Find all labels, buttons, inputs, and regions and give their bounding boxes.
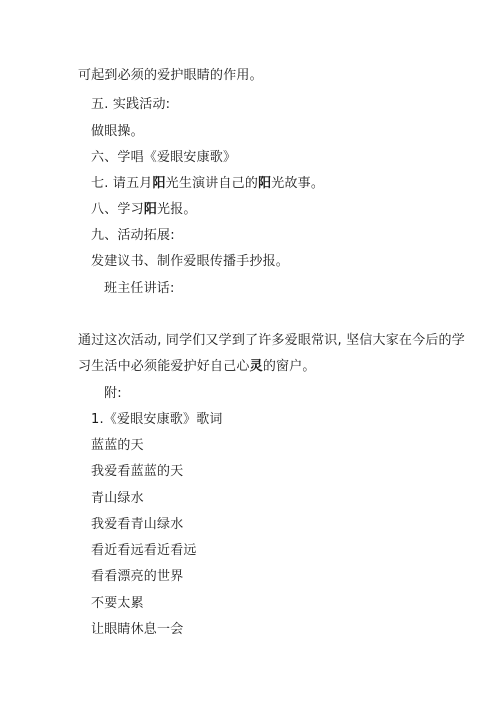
text-span: 的窗户。: [262, 359, 316, 374]
text-span: 七. 请五月: [91, 176, 153, 191]
section-heading-song: 六、学唱《爱眼安康歌》: [91, 150, 237, 165]
bold-char: 阳: [152, 176, 166, 191]
text-span: 光报。: [157, 202, 197, 217]
lyric-line-1: 蓝蓝的天: [91, 438, 144, 453]
bold-char: 灵: [249, 359, 263, 374]
text-span: 光故事。: [271, 176, 325, 191]
section-heading-speech: [91, 176, 324, 192]
song-title: 1.《爱眼安康歌》歌词: [91, 412, 223, 427]
paragraph-line-2: [78, 359, 316, 375]
paragraph-line-1: 通过这次活动, 同学们又学到了许多爱眼常识, 坚信大家在今后的学: [78, 333, 465, 348]
lyric-line-8: 让眼睛休息一会: [91, 622, 184, 637]
lyric-line-7: 不要太累: [91, 596, 144, 611]
appendix-label: 附:: [104, 386, 122, 401]
text-span: 光生演讲自己的: [165, 176, 259, 191]
text-line-1: 可起到必须的爱护眼睛的作用。: [78, 68, 263, 83]
text-span: 八、学习: [91, 202, 144, 217]
lyric-line-3: 青山绿水: [91, 491, 144, 506]
lyric-line-5: 看近看远看近看远: [91, 543, 197, 558]
lyric-line-2: 我爱看蓝蓝的天: [91, 464, 184, 479]
text-line-teacher-speech: 班主任讲话:: [104, 281, 175, 296]
bold-char: 阳: [258, 176, 272, 191]
section-heading-extension: 九、活动拓展:: [91, 228, 175, 243]
bold-char: 阳: [143, 202, 158, 217]
lyric-line-6: 看看漂亮的世界: [91, 569, 184, 584]
text-line-eye-exercise: 做眼操。: [91, 124, 144, 139]
lyric-line-4: 我爱看青山绿水: [91, 517, 184, 532]
text-line-proposal: 发建议书、制作爱眼传播手抄报。: [91, 254, 290, 269]
text-span: 习生活中必须能爱护好自己心: [78, 359, 250, 374]
section-heading-practice: 五. 实践活动:: [91, 97, 171, 112]
section-heading-newspaper: [91, 202, 197, 218]
